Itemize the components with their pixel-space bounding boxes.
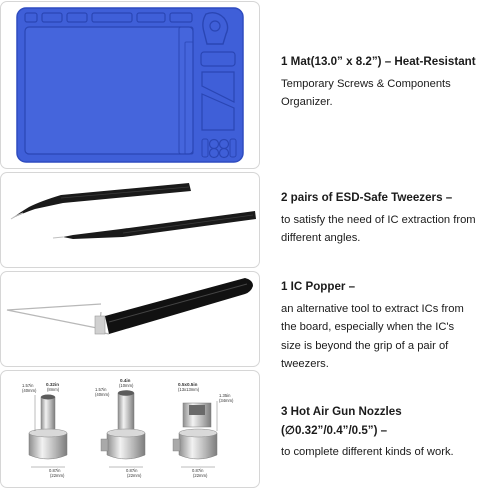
nozzle-2: [95, 378, 145, 478]
mat-description: [281, 53, 477, 112]
nozzle-2-bottom-label: 0.87in: [126, 468, 138, 473]
nozzle-1-side-mm: (40mm): [22, 388, 37, 393]
nozzle-2-top-mm: (10mm): [119, 383, 134, 388]
nozzle-1-top-mm: (8mm): [47, 387, 60, 392]
nozzle-1: [22, 382, 67, 478]
mat-image-panel: [0, 1, 260, 169]
tweezers-description: [281, 189, 477, 248]
nozzle-2-side-label: 1.57in: [95, 387, 107, 392]
nozzles-image-panel: [0, 370, 260, 488]
nozzle-1-bottom-mm: (22mm): [50, 473, 65, 478]
nozzle-3-side-label: 1.35in: [219, 393, 231, 398]
nozzle-1-bottom-label: 0.87in: [49, 468, 61, 473]
nozzle-2-side-mm: (40mm): [95, 392, 110, 397]
nozzle-2-top-label: 0.4in: [120, 378, 131, 383]
nozzle-3: [173, 382, 234, 478]
nozzle-3-bottom-mm: (22mm): [193, 473, 208, 478]
nozzle-3-top-mm: (13x13mm): [178, 387, 200, 392]
nozzle-3-top-label: 0.5x0.5in: [178, 382, 198, 387]
nozzle-2-bottom-mm: (22mm): [127, 473, 142, 478]
nozzle-3-bottom-label: 0.87in: [192, 468, 204, 473]
silicone-mat-illustration: [1, 2, 259, 168]
ic-popper-description: [281, 278, 477, 374]
nozzles-description: [281, 403, 477, 462]
nozzle-3-side-mm: (34mm): [219, 398, 234, 403]
nozzle-1-side-label: 1.57in: [22, 383, 34, 388]
ic-popper-title: 1 IC Popper –: [281, 280, 356, 293]
tweezers-illustration: [1, 173, 259, 267]
ic-popper-image-panel: [0, 271, 260, 367]
mat-title: 1 Mat(13.0” x 8.2”) – Heat-Resistant: [281, 55, 476, 68]
ic-popper-subtitle: an alternative tool to extract ICs from the board, especially when the IC's size is beyond the grip of a pair of tweezers.: [281, 302, 464, 370]
nozzles-subtitle: to complete different kinds of work.: [281, 446, 454, 458]
mat-subtitle: Temporary Screws & Components Organizer.: [281, 77, 451, 108]
nozzles-title: 3 Hot Air Gun Nozzles (∅0.32”/0.4”/0.5”) –: [281, 405, 402, 437]
nozzle-1-top-label: 0.32in: [46, 382, 60, 387]
ic-popper-illustration: [1, 272, 259, 366]
tweezers-subtitle: to satisfy the need of IC extraction from different angles.: [281, 213, 476, 244]
nozzles-illustration: [1, 371, 259, 487]
tweezers-image-panel: [0, 172, 260, 268]
tweezers-title: 2 pairs of ESD-Safe Tweezers –: [281, 191, 453, 204]
